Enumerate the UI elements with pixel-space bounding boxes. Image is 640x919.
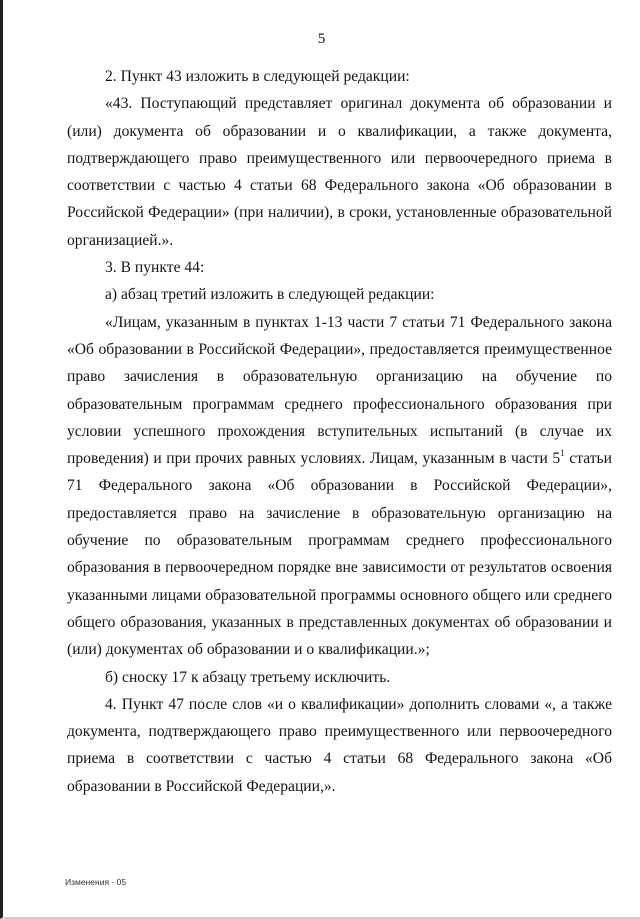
footer-label: Изменения - 05 — [65, 877, 127, 887]
paragraph-item-43-text: «43. Поступающий представляет оригинал документа об образовании и (или) документа об образовании и о квалификации, а также документа, подтверждающего право преимущественного или первоочередного приема в соответствии с частью 4 статьи 68 Федерального закона «Об образовании в Российской Федерации» (при наличии), в сроки, установленные образовательной организацией.». — [67, 95, 612, 249]
page-number: 5 — [317, 31, 326, 47]
superscript-1: 1 — [560, 447, 565, 458]
paragraph-quoted-text — [67, 309, 612, 664]
quoted-text-part-1: «Лицам, указанным в пунктах 1-13 части 7 статьи 71 Федерального закона «Об образовании в Российской Федерации», предоставляется преимущественное право зачисления в образовательную организацию на обучение по образовательным программам среднего профессионального образования при условии успешного прохождения вступительных испытаний (в случае их проведения) и при прочих равных условиях. Лицам, указанным в части 5 — [67, 313, 612, 468]
paragraph-subitem-b: б) сноску 17 к абзацу третьему исключить. — [105, 668, 391, 686]
paragraph-item-2: 2. Пункт 43 изложить в следующей редакции: — [105, 68, 410, 85]
document-body — [67, 63, 612, 800]
paragraph-item-3: 3. В пункте 44: — [105, 259, 205, 277]
quoted-text-part-2: статьи 71 Федерального закона «Об образовании в Российской Федерации», предоставляется право на зачисление в образовательную организацию на обучение по образовательным программам среднего профессионального образования в первоочередном порядке вне зависимости от результатов освоения указанными лицами образовательной программы основного общего или среднего общего образования, указанных в представленных документах об образовании и (или) документах об образовании и о квалификации.»; — [67, 450, 612, 659]
paragraph-item-4: 4. Пункт 47 после слов «и о квалификации» дополнить словами «, а также документа, подтверждающего право преимущественного или первоочередного приема в соответствии с частью 4 статьи 68 Федерального закона «Об образовании в Российской Федерации,». — [67, 695, 612, 795]
paragraph-subitem-a: а) абзац третий изложить в следующей редакции: — [105, 286, 435, 304]
